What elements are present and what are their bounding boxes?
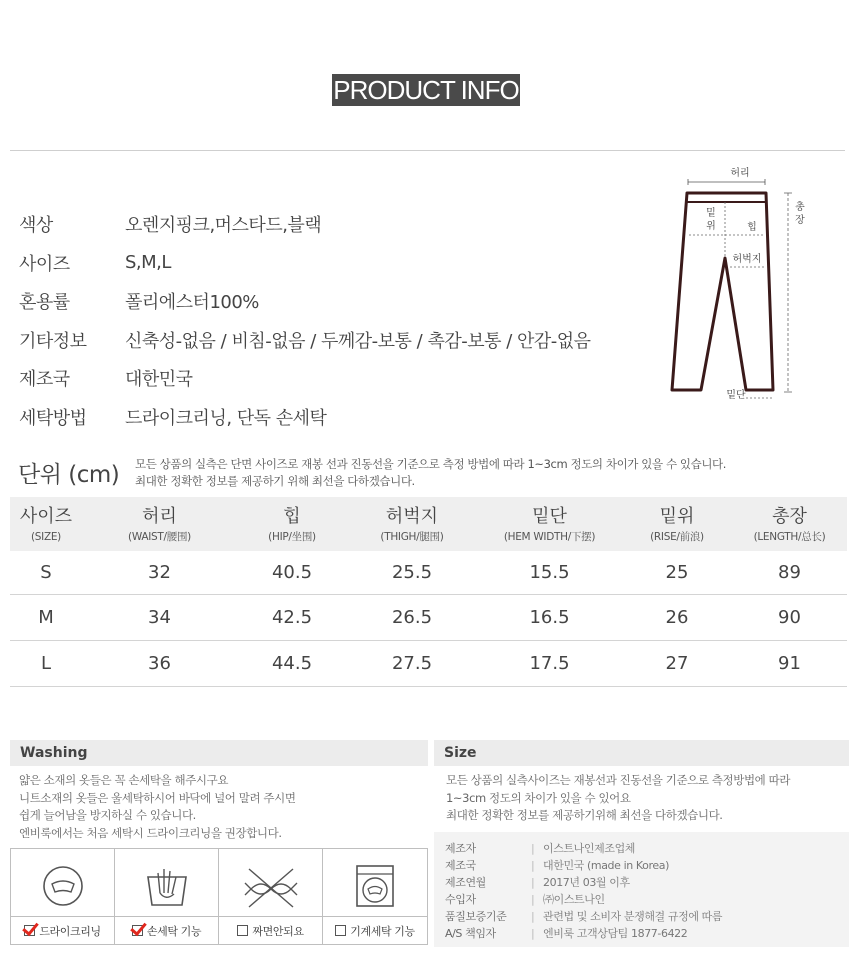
checkbox-checked — [24, 925, 35, 936]
wash-option-label: 손세탁 기능 — [115, 916, 218, 944]
info-value: 신축성-없음 / 비침-없음 / 두께감-보통 / 촉감-보통 / 안감-없음 — [125, 330, 591, 352]
hand-wash-icon — [115, 855, 218, 917]
waist-label: 허리 — [730, 168, 750, 179]
wash-option-no-wring — [219, 849, 323, 944]
maker-row: 제조자 | 이스트나인제조업체 — [445, 842, 636, 855]
info-list — [19, 205, 591, 436]
svg-text:위: 위 — [706, 221, 716, 232]
size-text: 모든 상품의 실측사이즈는 재봉선과 진동선을 기준으로 측정방법에 따라 1~3cm 정도의 차이가 있을 수 있어요 최대한 정확한 정보를 제공하기위해 최선을 다하겠습니다. — [446, 773, 791, 822]
checkbox-unchecked — [335, 925, 346, 936]
dry-clean-icon — [11, 855, 114, 917]
maker-row: 제조국 | 대한민국 (made in Korea) — [445, 859, 669, 872]
checkbox-unchecked — [237, 925, 248, 936]
pants-outline — [672, 193, 773, 390]
wash-option-label: 짜면안되요 — [219, 916, 322, 944]
maker-row: A/S 책임자 | 엔비룩 고객상담팀 1877-6422 — [445, 927, 688, 940]
machine-wash-icon — [323, 855, 427, 917]
manufacturer-info — [434, 832, 849, 947]
thigh-label: 허벅지 — [732, 254, 762, 265]
divider — [10, 150, 845, 151]
length-label-1: 총 — [795, 202, 805, 213]
info-label: 세탁방법 — [19, 407, 87, 429]
info-label: 색상 — [19, 215, 53, 237]
svg-text:밑: 밑 — [706, 208, 716, 219]
pants-measurement-diagram — [660, 160, 820, 405]
maker-row: 품질보증기준 | 관련법 및 소비자 분쟁해결 규정에 따름 — [445, 910, 723, 923]
size-table-header — [10, 497, 847, 551]
washing-text: 얇은 소재의 옷들은 꼭 손세탁을 해주시구요 니트소재의 옷들은 울세탁하시어 바닥에 널어 말려 주시면 쉽게 늘어남을 방지하실 수 있습니다. 엔비룩에서는 처음 세탁시 드라이크리닝을 권장합니다. — [19, 773, 296, 840]
info-row-color — [19, 205, 591, 244]
wash-option-label: 드라이크리닝 — [11, 916, 114, 944]
table-row: L 36 44.5 27.5 17.5 27 91 — [10, 640, 847, 686]
wash-option-dry-clean — [11, 849, 115, 944]
unit-title: 단위 (cm) — [18, 462, 120, 488]
col-waist: 허리 (WAIST/腰围) — [128, 506, 191, 543]
wash-option-hand-wash — [115, 849, 219, 944]
info-row-material — [19, 282, 591, 321]
col-hem: 밑단 (HEM WIDTH/下摆) — [503, 506, 596, 543]
product-info-title: PRODUCT INFO — [333, 75, 519, 105]
info-value: 오렌지핑크,머스타드,블랙 — [125, 215, 322, 237]
col-thigh: 허벅지 (THIGH/腿围) — [380, 506, 444, 543]
hip-label: 힙 — [747, 222, 757, 233]
unit-note-line: 모든 상품의 실측은 단면 사이즈로 재봉 선과 진동선을 기준으로 측정 방법에 따라 1~3cm 정도의 차이가 있을 수 있습니다. — [135, 457, 727, 471]
info-value: S,M,L — [125, 252, 171, 274]
washing-title: Washing — [10, 740, 428, 766]
table-row: S 32 40.5 25.5 15.5 25 89 — [10, 551, 847, 594]
col-size: 사이즈 (SIZE) — [19, 506, 73, 543]
info-row-washing — [19, 398, 591, 437]
info-label: 기타정보 — [19, 330, 87, 352]
length-label-2: 장 — [795, 215, 805, 226]
info-label: 제조국 — [19, 369, 70, 391]
hem-label: 밑단 — [726, 390, 746, 401]
washing-options — [10, 848, 428, 945]
no-wring-icon — [219, 855, 322, 917]
info-row-size — [19, 244, 591, 283]
info-value: 대한민국 — [125, 369, 193, 391]
maker-row: 수입자 | ㈜이스트나인 — [445, 893, 605, 906]
info-label: 혼용률 — [19, 292, 70, 314]
wash-option-machine-wash — [323, 849, 427, 944]
unit-note — [135, 456, 726, 490]
checkbox-checked — [132, 925, 143, 936]
wash-option-label: 기계세탁 기능 — [323, 916, 427, 944]
info-label: 사이즈 — [19, 253, 70, 275]
maker-row: 제조연월 | 2017년 03월 이후 — [445, 876, 630, 889]
table-row: M 34 42.5 26.5 16.5 26 90 — [10, 594, 847, 640]
col-length: 총장 (LENGTH/总长) — [753, 506, 826, 543]
size-title: Size — [434, 740, 849, 766]
info-row-country — [19, 359, 591, 398]
col-hip: 힙 (HIP/坐围) — [268, 506, 316, 543]
info-value: 드라이크리닝, 단독 손세탁 — [125, 407, 327, 429]
unit-note-line: 최대한 정확한 정보를 제공하기 위해 최선을 다하겠습니다. — [135, 474, 415, 488]
info-row-etc — [19, 321, 591, 360]
col-rise: 밑위 (RISE/前浪) — [650, 506, 704, 543]
size-table — [10, 497, 847, 687]
info-value: 폴리에스터100% — [125, 292, 259, 314]
